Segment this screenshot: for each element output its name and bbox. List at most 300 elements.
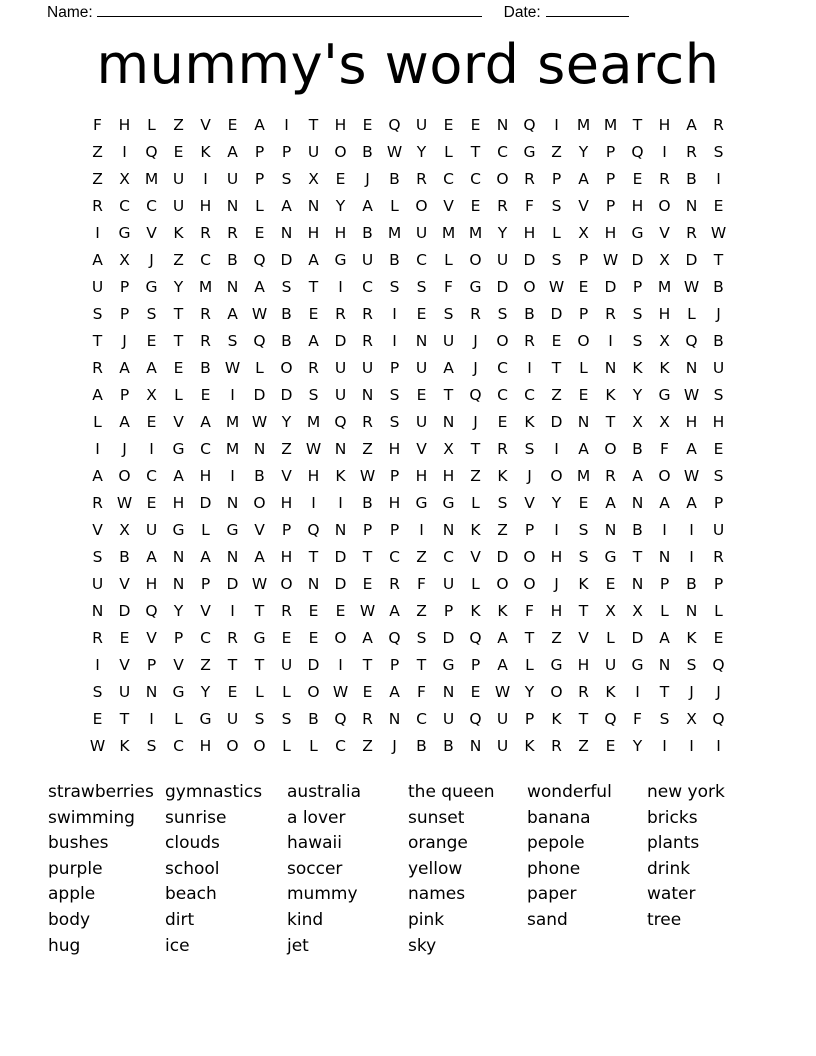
- grid-cell[interactable]: P: [254, 143, 265, 161]
- grid-cell[interactable]: I: [392, 332, 397, 350]
- word-list-item[interactable]: dirt: [165, 909, 195, 930]
- grid-cell[interactable]: B: [362, 143, 373, 161]
- grid-cell[interactable]: W: [251, 413, 268, 431]
- grid-cell[interactable]: G: [226, 521, 239, 539]
- word-list-item[interactable]: pepole: [527, 833, 585, 854]
- word-list-item[interactable]: sand: [527, 909, 568, 930]
- grid-cell[interactable]: C: [389, 548, 400, 566]
- grid-cell[interactable]: A: [605, 494, 616, 512]
- grid-cell[interactable]: T: [227, 656, 238, 674]
- grid-cell[interactable]: P: [713, 575, 724, 593]
- grid-cell[interactable]: X: [632, 602, 643, 620]
- grid-cell[interactable]: T: [470, 440, 481, 458]
- grid-cell[interactable]: H: [307, 467, 320, 485]
- grid-cell[interactable]: R: [416, 170, 427, 188]
- grid-cell[interactable]: C: [497, 386, 508, 404]
- word-list-item[interactable]: bricks: [647, 807, 698, 828]
- grid-cell[interactable]: E: [470, 116, 481, 134]
- grid-cell[interactable]: S: [308, 386, 319, 404]
- grid-cell[interactable]: A: [686, 494, 697, 512]
- grid-cell[interactable]: D: [685, 251, 698, 269]
- grid-cell[interactable]: W: [116, 494, 133, 512]
- grid-cell[interactable]: S: [713, 467, 724, 485]
- grid-cell[interactable]: O: [280, 575, 293, 593]
- grid-cell[interactable]: I: [149, 710, 154, 728]
- grid-cell[interactable]: S: [254, 710, 265, 728]
- grid-cell[interactable]: N: [226, 494, 239, 512]
- word-list-item[interactable]: swimming: [48, 807, 135, 828]
- grid-cell[interactable]: N: [685, 359, 698, 377]
- grid-cell[interactable]: S: [632, 305, 643, 323]
- grid-cell[interactable]: L: [390, 197, 399, 215]
- grid-cell[interactable]: Z: [551, 143, 562, 161]
- grid-cell[interactable]: N: [496, 116, 509, 134]
- grid-cell[interactable]: H: [307, 224, 320, 242]
- grid-cell[interactable]: W: [224, 359, 241, 377]
- grid-cell[interactable]: A: [146, 359, 157, 377]
- grid-cell[interactable]: S: [713, 386, 724, 404]
- grid-cell[interactable]: I: [527, 359, 532, 377]
- grid-cell[interactable]: Q: [253, 251, 266, 269]
- word-list-item[interactable]: water: [647, 884, 696, 905]
- grid-cell[interactable]: H: [523, 224, 536, 242]
- grid-cell[interactable]: D: [307, 656, 320, 674]
- grid-cell[interactable]: H: [550, 602, 563, 620]
- grid-cell[interactable]: T: [416, 656, 427, 674]
- grid-cell[interactable]: P: [389, 656, 400, 674]
- grid-cell[interactable]: H: [631, 197, 644, 215]
- grid-cell[interactable]: C: [146, 197, 157, 215]
- word-list-item[interactable]: body: [48, 909, 91, 930]
- grid-cell[interactable]: C: [497, 143, 508, 161]
- grid-cell[interactable]: Z: [497, 521, 508, 539]
- grid-cell[interactable]: B: [389, 170, 400, 188]
- grid-cell[interactable]: I: [716, 737, 721, 755]
- word-list-item[interactable]: hug: [48, 935, 81, 956]
- grid-cell[interactable]: K: [686, 629, 697, 647]
- word-list-item[interactable]: sky: [408, 935, 437, 956]
- grid-cell[interactable]: S: [551, 251, 562, 269]
- word-list-item[interactable]: sunrise: [165, 807, 227, 828]
- grid-cell[interactable]: O: [523, 278, 536, 296]
- grid-cell[interactable]: C: [416, 710, 427, 728]
- grid-cell[interactable]: E: [362, 575, 373, 593]
- grid-cell[interactable]: A: [281, 197, 292, 215]
- grid-cell[interactable]: Z: [362, 440, 373, 458]
- grid-cell[interactable]: A: [254, 278, 265, 296]
- grid-cell[interactable]: J: [473, 332, 478, 350]
- grid-cell[interactable]: R: [335, 305, 346, 323]
- grid-cell[interactable]: E: [605, 575, 616, 593]
- grid-cell[interactable]: B: [443, 737, 454, 755]
- grid-cell[interactable]: T: [443, 386, 454, 404]
- grid-cell[interactable]: E: [308, 305, 319, 323]
- grid-cell[interactable]: G: [442, 494, 455, 512]
- grid-cell[interactable]: K: [200, 143, 211, 161]
- grid-cell[interactable]: E: [173, 143, 184, 161]
- grid-cell[interactable]: L: [174, 386, 183, 404]
- grid-cell[interactable]: V: [281, 467, 292, 485]
- grid-cell[interactable]: S: [443, 305, 454, 323]
- grid-cell[interactable]: L: [606, 629, 615, 647]
- grid-cell[interactable]: E: [146, 332, 157, 350]
- grid-cell[interactable]: Z: [551, 386, 562, 404]
- grid-cell[interactable]: I: [635, 683, 640, 701]
- grid-cell[interactable]: I: [689, 548, 694, 566]
- grid-cell[interactable]: R: [389, 575, 400, 593]
- grid-cell[interactable]: T: [362, 548, 373, 566]
- grid-cell[interactable]: V: [146, 224, 157, 242]
- grid-cell[interactable]: V: [443, 197, 454, 215]
- grid-cell[interactable]: C: [416, 251, 427, 269]
- grid-cell[interactable]: N: [685, 197, 698, 215]
- grid-cell[interactable]: E: [578, 386, 589, 404]
- grid-cell[interactable]: P: [578, 251, 589, 269]
- grid-cell[interactable]: N: [172, 548, 185, 566]
- grid-cell[interactable]: Q: [388, 116, 401, 134]
- grid-cell[interactable]: E: [713, 197, 724, 215]
- grid-cell[interactable]: T: [713, 251, 724, 269]
- grid-cell[interactable]: M: [576, 116, 591, 134]
- grid-cell[interactable]: P: [578, 305, 589, 323]
- grid-cell[interactable]: G: [415, 494, 428, 512]
- grid-cell[interactable]: N: [442, 413, 455, 431]
- grid-cell[interactable]: N: [469, 737, 482, 755]
- grid-cell[interactable]: U: [712, 521, 725, 539]
- grid-cell[interactable]: S: [524, 440, 535, 458]
- grid-cell[interactable]: O: [523, 575, 536, 593]
- grid-cell[interactable]: U: [118, 683, 131, 701]
- grid-cell[interactable]: T: [659, 683, 670, 701]
- grid-cell[interactable]: Q: [253, 332, 266, 350]
- grid-cell[interactable]: L: [174, 710, 183, 728]
- grid-cell[interactable]: K: [659, 359, 670, 377]
- grid-cell[interactable]: R: [551, 737, 562, 755]
- grid-cell[interactable]: B: [227, 251, 238, 269]
- grid-cell[interactable]: S: [416, 278, 427, 296]
- grid-cell[interactable]: S: [551, 197, 562, 215]
- grid-cell[interactable]: A: [362, 197, 373, 215]
- grid-cell[interactable]: D: [550, 413, 563, 431]
- grid-cell[interactable]: S: [146, 737, 157, 755]
- grid-cell[interactable]: X: [605, 602, 616, 620]
- grid-cell[interactable]: G: [550, 656, 563, 674]
- grid-cell[interactable]: S: [497, 305, 508, 323]
- grid-cell[interactable]: T: [119, 710, 130, 728]
- grid-cell[interactable]: S: [497, 494, 508, 512]
- grid-cell[interactable]: L: [444, 143, 453, 161]
- grid-cell[interactable]: Q: [145, 602, 158, 620]
- grid-cell[interactable]: Y: [173, 278, 184, 296]
- grid-cell[interactable]: G: [172, 521, 185, 539]
- grid-cell[interactable]: E: [335, 170, 346, 188]
- grid-cell[interactable]: E: [308, 629, 319, 647]
- grid-cell[interactable]: A: [578, 170, 589, 188]
- grid-cell[interactable]: Q: [604, 710, 617, 728]
- grid-cell[interactable]: G: [631, 656, 644, 674]
- grid-cell[interactable]: W: [89, 737, 106, 755]
- grid-cell[interactable]: V: [146, 629, 157, 647]
- grid-cell[interactable]: B: [389, 251, 400, 269]
- grid-cell[interactable]: H: [118, 116, 131, 134]
- grid-cell[interactable]: Q: [712, 656, 725, 674]
- grid-cell[interactable]: M: [225, 413, 240, 431]
- grid-cell[interactable]: R: [92, 197, 103, 215]
- grid-cell[interactable]: Q: [712, 710, 725, 728]
- grid-cell[interactable]: P: [389, 521, 400, 539]
- grid-cell[interactable]: I: [203, 170, 208, 188]
- grid-cell[interactable]: A: [659, 494, 670, 512]
- grid-cell[interactable]: T: [551, 359, 562, 377]
- grid-cell[interactable]: H: [334, 224, 347, 242]
- grid-cell[interactable]: A: [227, 305, 238, 323]
- grid-cell[interactable]: R: [686, 224, 697, 242]
- grid-cell[interactable]: L: [93, 413, 102, 431]
- grid-cell[interactable]: A: [578, 440, 589, 458]
- grid-cell[interactable]: C: [146, 467, 157, 485]
- grid-cell[interactable]: L: [579, 359, 588, 377]
- grid-cell[interactable]: Z: [362, 737, 373, 755]
- grid-cell[interactable]: D: [631, 629, 644, 647]
- grid-cell[interactable]: T: [308, 548, 319, 566]
- grid-cell[interactable]: U: [712, 359, 725, 377]
- grid-cell[interactable]: M: [387, 224, 402, 242]
- grid-cell[interactable]: B: [362, 224, 373, 242]
- word-list-item[interactable]: drink: [647, 858, 691, 879]
- grid-cell[interactable]: Q: [145, 143, 158, 161]
- grid-cell[interactable]: R: [713, 548, 724, 566]
- grid-cell[interactable]: N: [226, 548, 239, 566]
- word-list-item[interactable]: ice: [165, 935, 190, 956]
- grid-cell[interactable]: X: [119, 521, 130, 539]
- grid-cell[interactable]: B: [281, 332, 292, 350]
- word-list-item[interactable]: names: [408, 884, 466, 905]
- grid-cell[interactable]: P: [632, 278, 643, 296]
- grid-cell[interactable]: Q: [523, 116, 536, 134]
- grid-cell[interactable]: Z: [200, 656, 211, 674]
- grid-cell[interactable]: V: [200, 602, 211, 620]
- grid-cell[interactable]: K: [173, 224, 184, 242]
- grid-cell[interactable]: E: [227, 683, 238, 701]
- grid-cell[interactable]: K: [119, 737, 130, 755]
- grid-cell[interactable]: E: [119, 629, 130, 647]
- grid-cell[interactable]: A: [254, 116, 265, 134]
- grid-cell[interactable]: W: [710, 224, 727, 242]
- grid-cell[interactable]: Z: [281, 440, 292, 458]
- grid-cell[interactable]: T: [173, 305, 184, 323]
- grid-cell[interactable]: Y: [524, 683, 535, 701]
- grid-cell[interactable]: J: [689, 683, 694, 701]
- grid-cell[interactable]: U: [280, 656, 293, 674]
- grid-cell[interactable]: F: [525, 602, 534, 620]
- word-list-item[interactable]: banana: [527, 807, 591, 828]
- grid-cell[interactable]: A: [362, 629, 373, 647]
- grid-cell[interactable]: E: [281, 629, 292, 647]
- grid-cell[interactable]: W: [251, 575, 268, 593]
- grid-cell[interactable]: P: [281, 521, 292, 539]
- grid-cell[interactable]: I: [689, 521, 694, 539]
- grid-cell[interactable]: I: [662, 737, 667, 755]
- grid-cell[interactable]: G: [334, 251, 347, 269]
- grid-cell[interactable]: S: [92, 305, 103, 323]
- grid-cell[interactable]: O: [280, 359, 293, 377]
- grid-cell[interactable]: P: [605, 170, 616, 188]
- grid-cell[interactable]: V: [416, 440, 427, 458]
- grid-cell[interactable]: N: [334, 521, 347, 539]
- grid-cell[interactable]: P: [605, 143, 616, 161]
- grid-cell[interactable]: O: [334, 143, 347, 161]
- grid-cell[interactable]: P: [605, 197, 616, 215]
- grid-cell[interactable]: V: [200, 116, 211, 134]
- grid-cell[interactable]: I: [689, 737, 694, 755]
- grid-cell[interactable]: B: [686, 170, 697, 188]
- word-list-item[interactable]: jet: [287, 935, 309, 956]
- word-list-item[interactable]: plants: [647, 833, 700, 854]
- grid-cell[interactable]: C: [443, 170, 454, 188]
- grid-cell[interactable]: U: [145, 521, 158, 539]
- grid-cell[interactable]: A: [389, 683, 400, 701]
- word-search-grid[interactable]: [84, 112, 732, 760]
- grid-cell[interactable]: O: [226, 737, 239, 755]
- grid-cell[interactable]: C: [443, 548, 454, 566]
- word-list-item[interactable]: pink: [408, 909, 445, 930]
- grid-cell[interactable]: R: [281, 602, 292, 620]
- grid-cell[interactable]: N: [658, 656, 671, 674]
- word-list-item[interactable]: australia: [287, 782, 361, 802]
- grid-cell[interactable]: L: [471, 494, 480, 512]
- grid-cell[interactable]: R: [200, 332, 211, 350]
- grid-cell[interactable]: W: [305, 440, 322, 458]
- grid-cell[interactable]: G: [658, 386, 671, 404]
- grid-cell[interactable]: R: [200, 305, 211, 323]
- grid-cell[interactable]: D: [334, 548, 347, 566]
- grid-cell[interactable]: N: [253, 440, 266, 458]
- grid-cell[interactable]: W: [359, 467, 376, 485]
- grid-cell[interactable]: I: [95, 224, 100, 242]
- grid-cell[interactable]: L: [687, 305, 696, 323]
- word-list-item[interactable]: school: [165, 858, 220, 879]
- grid-cell[interactable]: U: [604, 656, 617, 674]
- grid-cell[interactable]: J: [122, 440, 127, 458]
- grid-cell[interactable]: I: [338, 278, 343, 296]
- grid-cell[interactable]: T: [173, 332, 184, 350]
- grid-cell[interactable]: J: [473, 359, 478, 377]
- grid-cell[interactable]: H: [658, 116, 671, 134]
- grid-cell[interactable]: R: [92, 629, 103, 647]
- word-list-item[interactable]: strawberries: [48, 782, 154, 802]
- word-list-item[interactable]: phone: [527, 858, 581, 879]
- grid-cell[interactable]: U: [361, 251, 374, 269]
- grid-cell[interactable]: U: [442, 575, 455, 593]
- grid-cell[interactable]: I: [392, 305, 397, 323]
- grid-cell[interactable]: P: [146, 656, 157, 674]
- grid-cell[interactable]: K: [551, 710, 562, 728]
- grid-cell[interactable]: Q: [685, 332, 698, 350]
- grid-cell[interactable]: X: [659, 413, 670, 431]
- grid-cell[interactable]: W: [602, 251, 619, 269]
- grid-cell[interactable]: B: [686, 575, 697, 593]
- grid-cell[interactable]: Y: [578, 143, 589, 161]
- grid-cell[interactable]: J: [716, 305, 721, 323]
- grid-cell[interactable]: O: [253, 737, 266, 755]
- grid-cell[interactable]: R: [497, 197, 508, 215]
- grid-cell[interactable]: E: [92, 710, 103, 728]
- word-list-item[interactable]: gymnastics: [165, 782, 263, 802]
- grid-cell[interactable]: I: [716, 170, 721, 188]
- grid-cell[interactable]: A: [686, 440, 697, 458]
- grid-cell[interactable]: T: [632, 548, 643, 566]
- grid-cell[interactable]: E: [146, 494, 157, 512]
- grid-cell[interactable]: R: [497, 440, 508, 458]
- grid-cell[interactable]: U: [91, 575, 104, 593]
- grid-cell[interactable]: H: [172, 494, 185, 512]
- grid-cell[interactable]: M: [144, 170, 159, 188]
- grid-cell[interactable]: X: [308, 170, 319, 188]
- grid-cell[interactable]: S: [578, 548, 589, 566]
- grid-cell[interactable]: Q: [631, 143, 644, 161]
- grid-cell[interactable]: O: [253, 494, 266, 512]
- grid-cell[interactable]: A: [443, 359, 454, 377]
- grid-cell[interactable]: U: [415, 224, 428, 242]
- grid-cell[interactable]: K: [524, 413, 535, 431]
- grid-cell[interactable]: I: [662, 521, 667, 539]
- grid-cell[interactable]: X: [659, 332, 670, 350]
- grid-cell[interactable]: R: [659, 170, 670, 188]
- grid-cell[interactable]: T: [578, 602, 589, 620]
- grid-cell[interactable]: O: [415, 197, 428, 215]
- grid-cell[interactable]: J: [365, 170, 370, 188]
- grid-cell[interactable]: G: [145, 278, 158, 296]
- grid-cell[interactable]: Q: [469, 629, 482, 647]
- grid-cell[interactable]: D: [496, 278, 509, 296]
- grid-cell[interactable]: I: [284, 116, 289, 134]
- grid-cell[interactable]: P: [470, 656, 481, 674]
- word-list-item[interactable]: bushes: [48, 833, 109, 854]
- grid-cell[interactable]: J: [392, 737, 397, 755]
- grid-cell[interactable]: E: [470, 683, 481, 701]
- grid-cell[interactable]: P: [443, 602, 454, 620]
- grid-cell[interactable]: R: [524, 170, 535, 188]
- grid-cell[interactable]: I: [311, 494, 316, 512]
- grid-cell[interactable]: L: [471, 575, 480, 593]
- word-list-item[interactable]: beach: [165, 884, 217, 905]
- grid-cell[interactable]: O: [496, 170, 509, 188]
- grid-cell[interactable]: Z: [173, 116, 184, 134]
- grid-cell[interactable]: N: [280, 224, 293, 242]
- grid-cell[interactable]: O: [658, 467, 671, 485]
- word-list-item[interactable]: yellow: [408, 858, 463, 879]
- grid-cell[interactable]: F: [444, 278, 453, 296]
- grid-cell[interactable]: G: [631, 224, 644, 242]
- word-list-item[interactable]: kind: [287, 909, 324, 930]
- grid-cell[interactable]: B: [524, 305, 535, 323]
- grid-cell[interactable]: U: [415, 413, 428, 431]
- grid-cell[interactable]: C: [497, 359, 508, 377]
- grid-cell[interactable]: E: [497, 413, 508, 431]
- grid-cell[interactable]: B: [254, 467, 265, 485]
- grid-cell[interactable]: J: [122, 332, 127, 350]
- grid-cell[interactable]: I: [230, 602, 235, 620]
- grid-cell[interactable]: R: [605, 305, 616, 323]
- grid-cell[interactable]: W: [683, 467, 700, 485]
- grid-cell[interactable]: R: [362, 305, 373, 323]
- grid-cell[interactable]: X: [119, 170, 130, 188]
- grid-cell[interactable]: K: [497, 467, 508, 485]
- grid-cell[interactable]: A: [92, 467, 103, 485]
- grid-cell[interactable]: S: [578, 521, 589, 539]
- grid-cell[interactable]: A: [497, 629, 508, 647]
- grid-cell[interactable]: P: [713, 494, 724, 512]
